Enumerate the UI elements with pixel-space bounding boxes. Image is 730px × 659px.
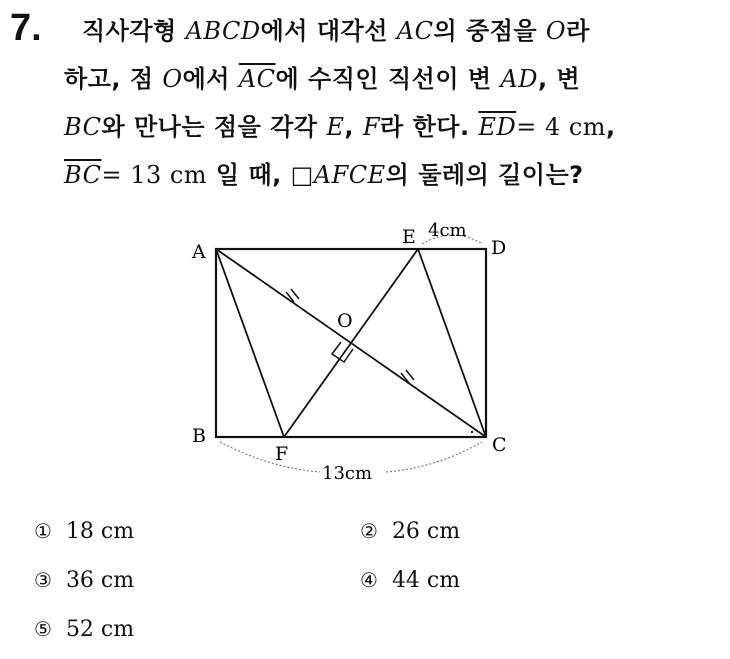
choice-mark: ① (34, 519, 52, 543)
arc-bc-right (386, 442, 482, 472)
text: 라 한다. (380, 113, 479, 141)
math-ed-segment: $\overline{ED}$ (478, 113, 517, 141)
question-number: 7. (10, 7, 42, 49)
math-bc: BC (64, 113, 102, 141)
text: 라 (566, 17, 590, 45)
math-afce: AFCE (313, 161, 386, 189)
label-ed-length: 4cm (428, 220, 467, 241)
angle-dot (471, 431, 473, 433)
choice-text: 26 cm (391, 519, 461, 544)
text: 일 때, □ (207, 161, 314, 189)
choice-text: 52 cm (65, 617, 135, 642)
label-d: D (491, 237, 507, 259)
arc-bc-left (220, 442, 320, 472)
choice-mark: ③ (34, 568, 52, 592)
question-line-1 (82, 14, 590, 48)
label-b: B (192, 425, 206, 447)
math-o: O (545, 17, 567, 45)
question-line-2 (64, 62, 580, 96)
segment-fe (284, 249, 418, 437)
choice-text: 36 cm (65, 568, 135, 593)
choice-2[interactable] (360, 519, 460, 544)
text: 에 수직인 직선이 변 (275, 65, 501, 93)
geometry-figure (180, 212, 520, 496)
text: 에서 (182, 65, 239, 93)
label-c: C (492, 434, 507, 456)
choice-1[interactable] (34, 519, 134, 544)
tick-oc-2 (406, 370, 414, 380)
label-a: A (192, 241, 206, 263)
label-bc-length: 13cm (322, 463, 373, 484)
label-f: F (275, 443, 289, 465)
question-line-4 (64, 158, 584, 192)
math-f: F (362, 113, 381, 141)
text: 에서 대각선 (260, 17, 397, 45)
value-ed: = 4 cm (516, 113, 607, 141)
choice-5[interactable] (34, 617, 134, 642)
choice-text: 18 cm (65, 519, 135, 544)
text: 의 중점을 (433, 17, 546, 45)
choice-mark: ④ (360, 568, 378, 592)
math-abcd: ABCD (185, 17, 261, 45)
math-ac: AC (396, 17, 434, 45)
label-o: O (337, 310, 353, 332)
question-line-3 (64, 110, 616, 144)
math-e: E (326, 113, 345, 141)
text: 직사각형 (82, 17, 186, 45)
math-ad: AD (500, 65, 538, 93)
label-e: E (402, 226, 416, 248)
text: , (344, 113, 363, 141)
choice-text: 44 cm (391, 568, 461, 593)
text: 의 둘레의 길이는? (385, 161, 584, 189)
text: , (606, 113, 616, 141)
choice-mark: ② (360, 519, 378, 543)
text: 하고, 점 (64, 65, 163, 93)
choice-mark: ⑤ (34, 617, 52, 641)
value-bc: = 13 cm (101, 161, 208, 189)
segment-af (216, 249, 284, 437)
text: 와 만나는 점을 각각 (101, 113, 327, 141)
math-o: O (162, 65, 183, 93)
text: , 변 (538, 65, 581, 93)
tick-ao-2 (291, 289, 299, 299)
segment-ec (418, 249, 486, 437)
choice-3[interactable] (34, 568, 134, 593)
math-bc-segment: $\overline{BC}$ (64, 161, 102, 189)
choice-4[interactable] (360, 568, 460, 593)
math-ac-segment: $\overline{AC}$ (238, 65, 276, 93)
